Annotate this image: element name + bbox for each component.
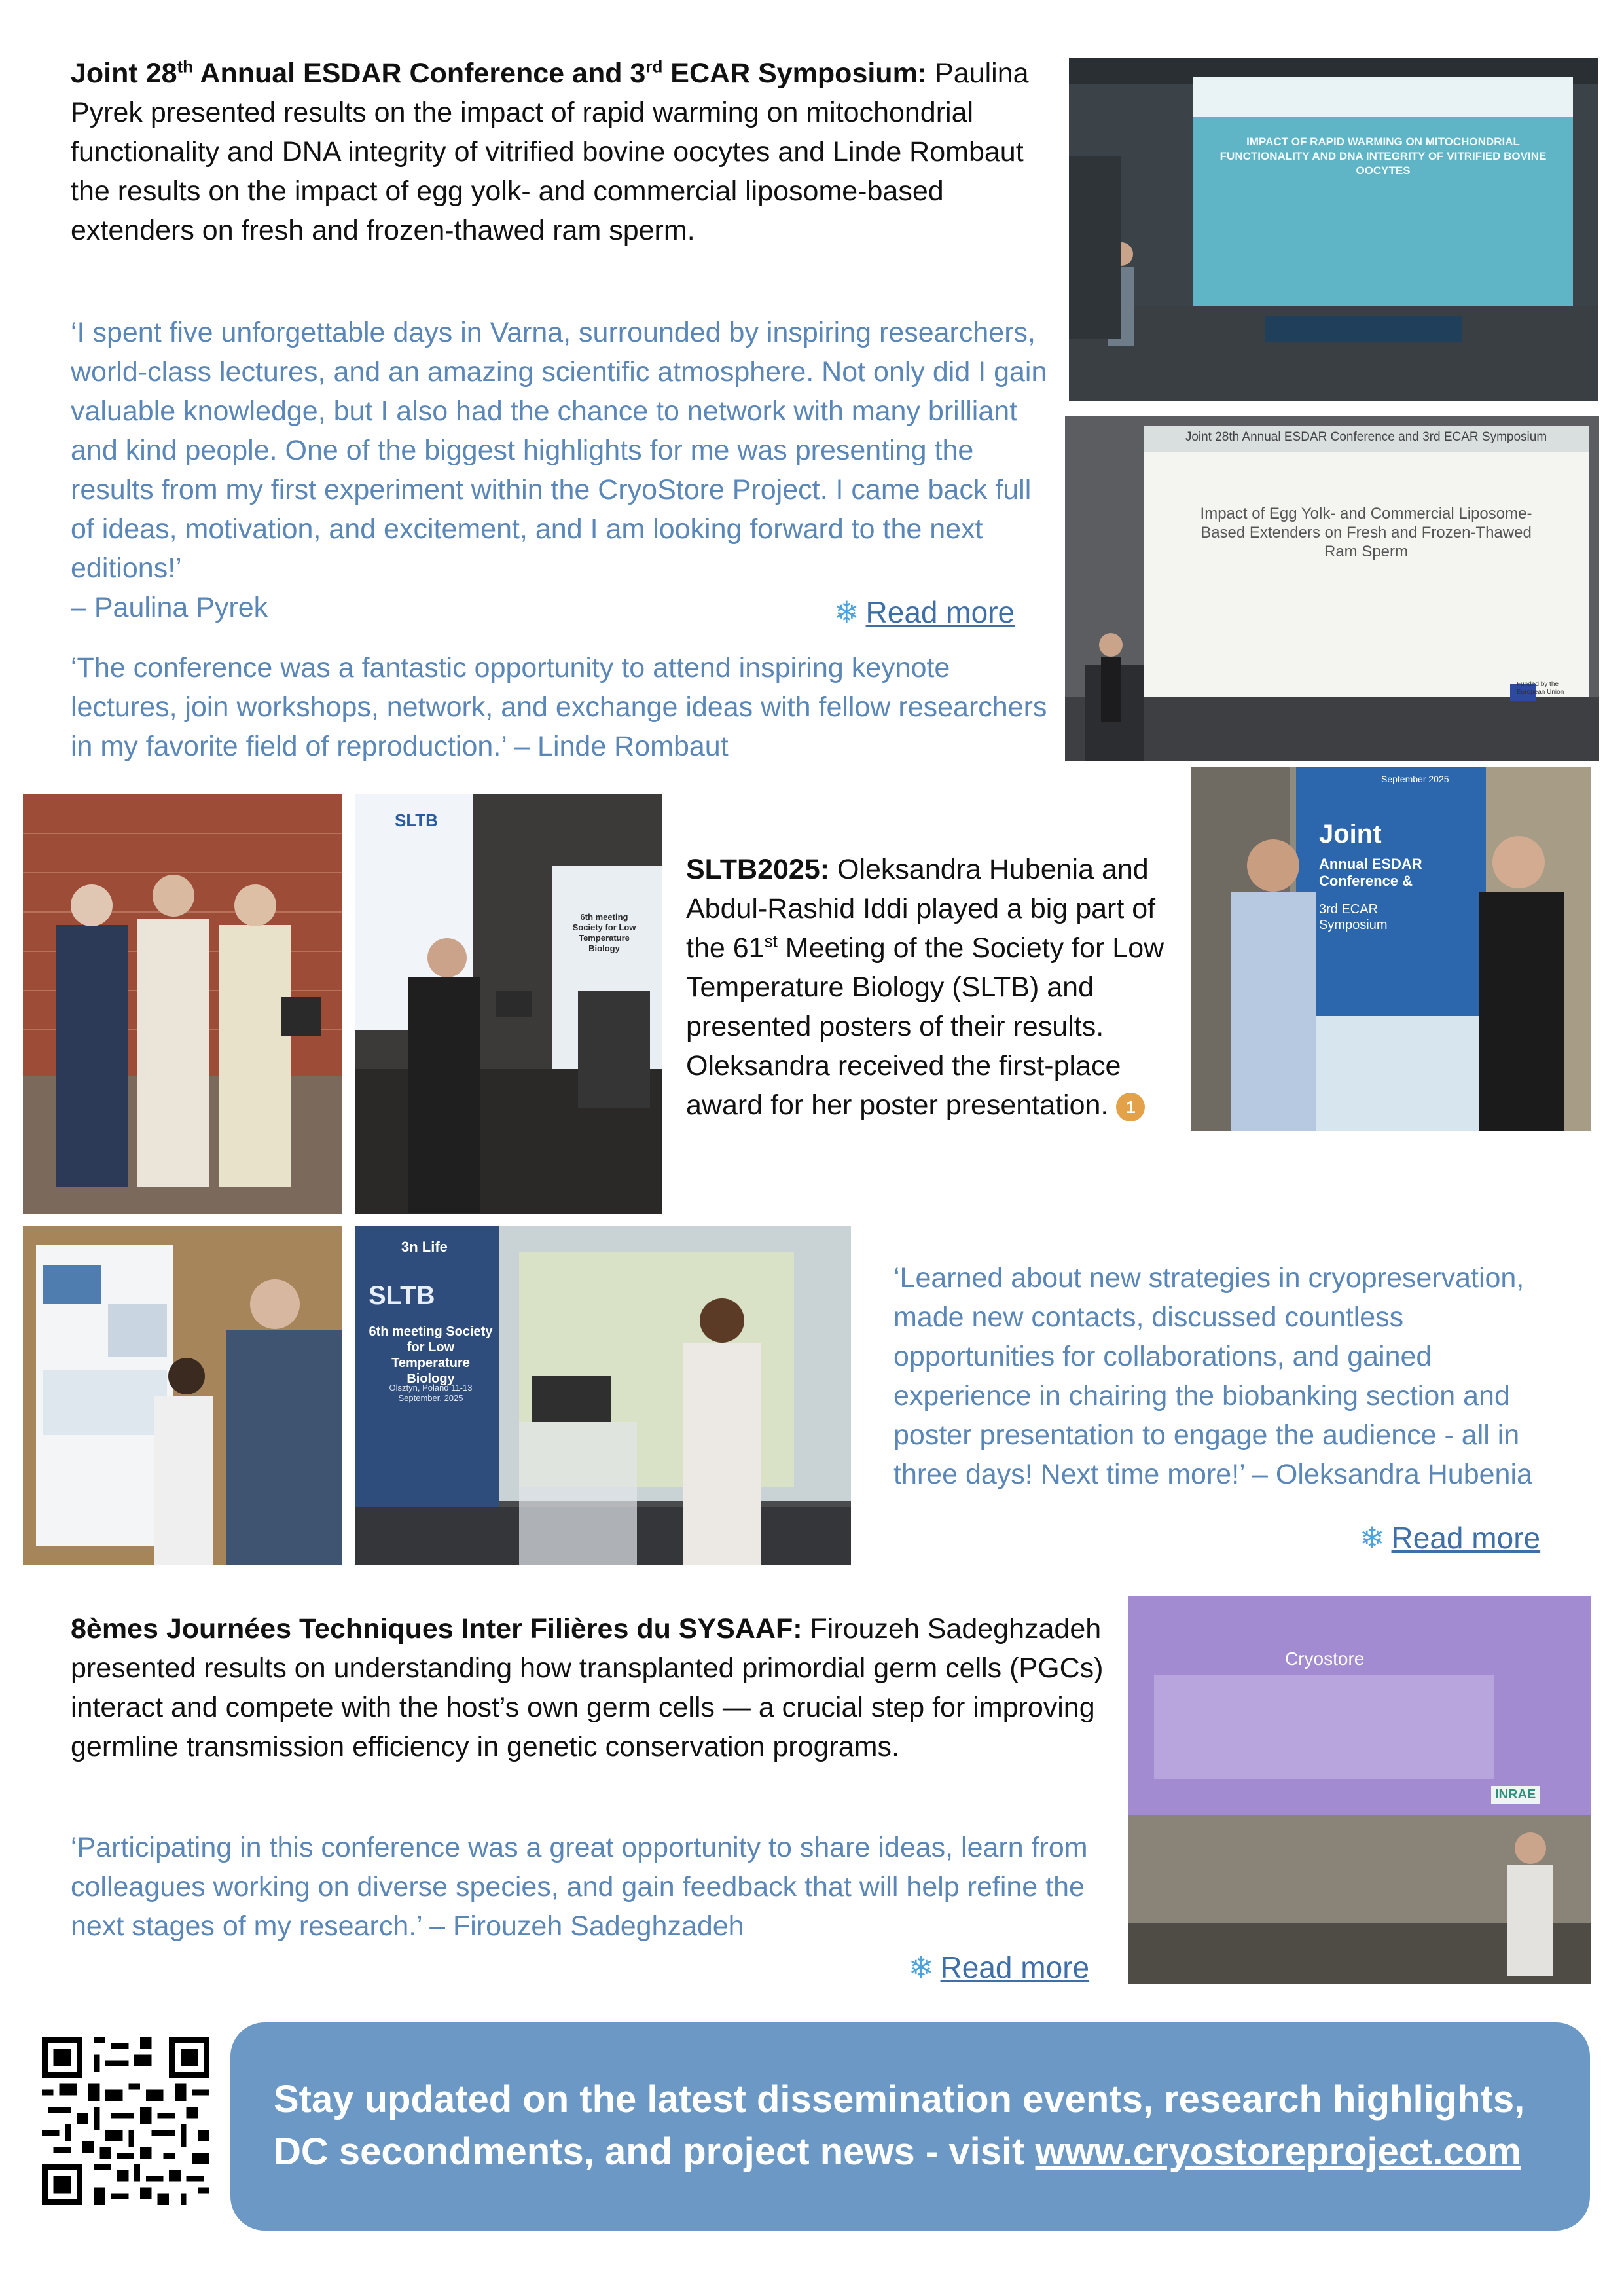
sysaaf-slide-title: Cryostore: [1285, 1649, 1365, 1669]
medal-icon: 1: [1116, 1093, 1145, 1121]
footer-line-2: DC secondments, and project news - visit www.cryostoreproject.com: [274, 2130, 1521, 2173]
sltb-speaker-meeting-label: 6th meeting Society for Low Temperature Biology: [572, 912, 636, 953]
esdar-quote-pyrek-author: – Paulina Pyrek: [71, 592, 268, 623]
sltb-quote-hubenia: ‘Learned about new strategies in cryopreservation, made new contacts, discussed countless opportunities for collaborations, and gained experience in chairing the biobanking section and poster presentation to engage the audience - all in three days! Next time more!’ – Oleksandra Hubenia: [893, 1262, 1532, 1490]
sltb-heading: SLTB2025:: [686, 854, 830, 885]
slide-funded-rombaut: Funded by the European Union: [1517, 681, 1564, 696]
sltb-podium-3n-label: 3n Life: [401, 1239, 448, 1255]
snowflake-icon: ❄: [834, 595, 859, 629]
esdar-poster-september: September 2025: [1381, 774, 1449, 784]
sltb-podium-sltb-label: SLTB: [369, 1281, 435, 1310]
esdar-poster-ecar: 3rd ECAR Symposium: [1319, 902, 1388, 932]
photo-sltb-poster-session: [23, 1226, 342, 1565]
esdar-poster-annual: Annual ESDAR Conference &: [1319, 856, 1422, 889]
esdar-poster-joint: Joint: [1319, 820, 1382, 848]
sysaaf-body: Firouzeh Sadeghzadeh presented results on understanding how transplanted primordial germ cells (PGCs) interact and compete with the host’s own germ cells — a crucial step for improving germline transmission efficiency in genetic conservation programs.: [71, 1613, 1104, 1762]
photo-rombaut-presentation: [1065, 416, 1599, 761]
sltb-podium-meeting-label: 6th meeting Society for Low Temperature Biology: [369, 1324, 493, 1386]
sltb-read-more-link[interactable]: ❄ Read more: [1360, 1521, 1541, 1555]
sysaaf-quote-sadeghzadeh: ‘Participating in this conference was a great opportunity to share ideas, learn from colleagues working on diverse species, and gain feedback that will help refine the next stages of my research.’ – Firouzeh Sadeghzadeh: [71, 1832, 1088, 1942]
footer-banner: [230, 2022, 1590, 2231]
snowflake-icon: ❄: [1360, 1521, 1385, 1555]
slide-header-rombaut: Joint 28th Annual ESDAR Conference and 3rd ECAR Symposium: [1185, 430, 1547, 444]
photo-esdar-poster-duo: [1191, 767, 1591, 1131]
slide-title-pyrek: IMPACT OF RAPID WARMING ON MITOCHONDRIAL FUNCTIONALITY AND DNA INTEGRITY OF VITRIFIED BOVINE OOCYTES: [1219, 136, 1547, 177]
sltb-speaker-banner-label: SLTB: [395, 811, 438, 830]
sysaaf-slide-logo: INRAE: [1491, 1786, 1540, 1804]
qr-code-icon: [42, 2037, 209, 2205]
website-link[interactable]: www.cryostoreproject.com: [1035, 2130, 1521, 2173]
esdar-heading: Joint 28th Annual ESDAR Conference and 3rd ECAR Symposium:: [71, 56, 928, 89]
sysaaf-heading: 8èmes Journées Techniques Inter Filières du SYSAAF:: [71, 1613, 803, 1645]
esdar-body: Paulina Pyrek presented results on the impact of rapid warming on mitochondrial functionality and DNA integrity of vitrified bovine oocytes and Linde Rombaut the results on the impact of egg yolk- and commercial liposome-based extenders on fresh and frozen-thawed ram sperm.: [71, 58, 1029, 246]
sysaaf-read-more-link[interactable]: ❄ Read more: [909, 1950, 1090, 1984]
slide-title-rombaut: Impact of Egg Yolk- and Commercial Liposome-Based Extenders on Fresh and Frozen-Thawed Ram Sperm: [1200, 505, 1532, 560]
photo-sltb-podium-speaker: [355, 1226, 851, 1565]
sltb-paragraph: SLTB2025: Oleksandra Hubenia and Abdul-Rashid Iddi played a big part of the 61st Meeting of the Society for Low Temperature Biology (SLTB) and presented posters of their results. Oleksandra received the first-place award for her poster presentation. 1: [686, 854, 1164, 1121]
sltb-podium-place-label: Olsztyn, Poland 11-13 September, 2025: [389, 1383, 473, 1403]
esdar-quote-pyrek: ‘I spent five unforgettable days in Varna, surrounded by inspiring researchers, world-class lectures, and an amazing scientific atmosphere. Not only did I gain valuable knowledge, but I also had the chance to network with many brilliant and kind people. One of the biggest highlights for me was presenting the results from my first experiment within the CryoStore Project. I came back full of ideas, motivation, and excitement, and I am looking forward to the next editions!’: [71, 317, 1047, 584]
esdar-read-more-link[interactable]: ❄ Read more: [834, 595, 1015, 629]
footer-line-1: Stay updated on the latest dissemination events, research highlights,: [274, 2078, 1525, 2121]
esdar-quote-rombaut: ‘The conference was a fantastic opportunity to attend inspiring keynote lectures, join workshops, network, and exchange ideas with fellow researchers in my favorite field of reproduction.’ – Linde Rombaut: [71, 652, 1047, 762]
sysaaf-paragraph: [71, 1609, 1105, 1766]
qr-code[interactable]: [42, 2037, 209, 2205]
photo-sysaaf-presentation: [1128, 1596, 1591, 1984]
esdar-paragraph: [71, 54, 1053, 250]
snowflake-icon: ❄: [909, 1950, 934, 1984]
photo-sltb-speaker: [355, 794, 662, 1214]
footer-banner-text: [274, 2073, 1525, 2178]
photo-pyrek-presentation: [1069, 58, 1598, 401]
photo-sltb-award: [23, 794, 342, 1214]
